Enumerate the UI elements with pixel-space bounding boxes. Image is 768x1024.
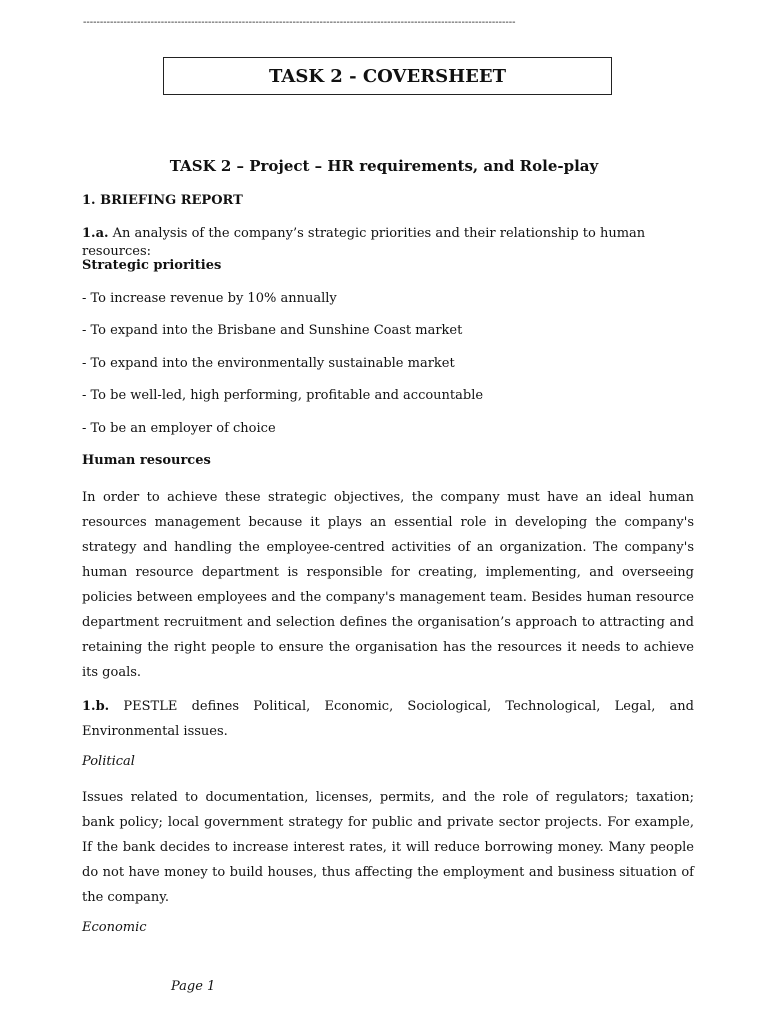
human-resources-title: Human resources [82, 453, 211, 468]
question-1b [82, 694, 694, 744]
priority-item: - To be well-led, high performing, profitable and accountable [82, 388, 484, 403]
page-number: Page 1 [171, 979, 216, 994]
document-heading: TASK 2 – Project – HR requirements, and Role-play [169, 157, 599, 175]
political-paragraph: Issues related to documentation, licenses, permits, and the role of regulators; taxation; bank policy; local government strategy for public and private sector projects. For example, If the bank decides to increase interest rates, it will reduce borrowing money. Many people do not have money to build houses, thus affecting the employment and business situation of the company. [82, 790, 694, 905]
coversheet-title: TASK 2 - COVERSHEET [269, 65, 506, 87]
priority-item: - To increase revenue by 10% annually [82, 290, 337, 306]
priority-item: - To expand into the Brisbane and Sunshine Coast market [82, 323, 463, 338]
question-1b-label: 1.b. [82, 698, 110, 714]
human-resources-paragraph: In order to achieve these strategic objectives, the company must have an ideal human resources management because it plays an essential role in developing the company's strategy and handling the employee-centred activities of an organization. The company's human resource department is responsible for creating, implementing, and overseeing policies between employees and the company's management team. Besides human resource department recruitment and selection defines the organisation’s approach to attracting and retaining the right people to ensure the organisation has the resources it needs to achieve its goals. [82, 489, 694, 680]
header-dash-line: -------------------------------------------------------------------------------------------------------------------------------- [83, 17, 516, 28]
priority-item: - To be an employer of choice [82, 420, 276, 436]
political-title: Political [82, 753, 135, 769]
question-1a-text: An analysis of the company’s strategic priorities and their relationship to human resources: [82, 225, 646, 259]
section-briefing-report: 1. BRIEFING REPORT [82, 193, 243, 208]
question-1b-text: PESTLE defines Political, Economic, Sociological, Technological, Legal, and Environmental issues. [82, 698, 694, 739]
economic-title: Economic [82, 920, 147, 935]
coversheet-title-box [163, 57, 612, 95]
question-1a [82, 225, 694, 258]
strategic-priorities-title: Strategic priorities [82, 258, 222, 273]
question-1a-label: 1.a. [82, 225, 109, 241]
document-body [82, 192, 694, 952]
priority-item: - To expand into the environmentally sustainable market [82, 355, 455, 371]
